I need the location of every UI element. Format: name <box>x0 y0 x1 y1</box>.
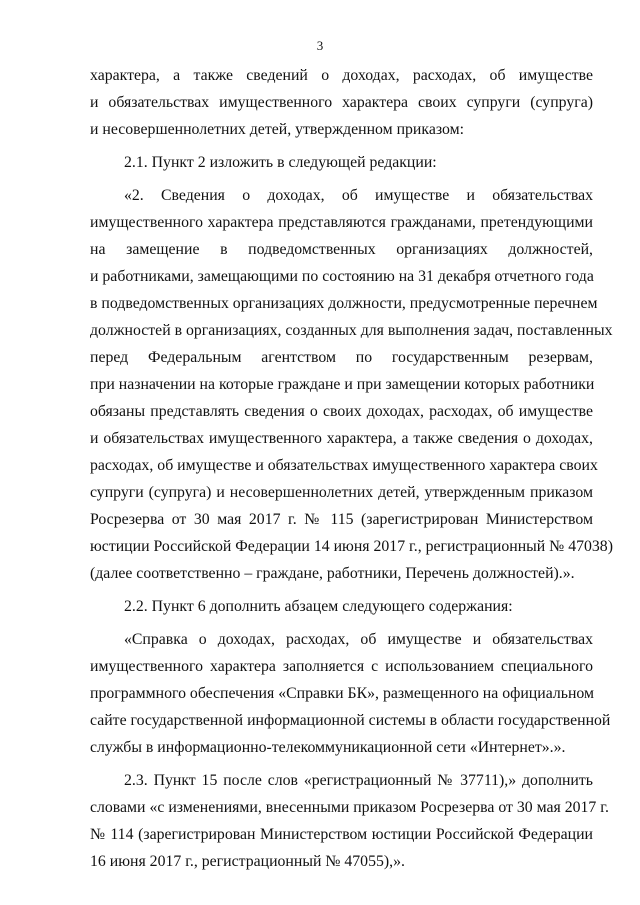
text-line: должностей в организациях, созданных для выполнения задач, поставленных <box>90 322 613 339</box>
text-line: и несовершеннолетних детей, утвержденном приказом: <box>90 121 464 138</box>
clause-heading-2-3: 2.3. Пункт 15 после слов «регистрационный № 37711),» дополнить <box>124 772 593 789</box>
document-body <box>90 62 613 875</box>
text-line: Росрезерва от 30 мая 2017 г. № 115 (зарегистрирован Министерством <box>90 511 593 528</box>
text-line: и работниками, замещающими по состоянию на 31 декабря отчетного года <box>90 268 594 285</box>
text-line: имущественного характера представляются гражданами, претендующими <box>90 214 593 231</box>
text-line: юстиции Российской Федерации 14 июня 2017 г., регистрационный № 47038) <box>90 538 613 555</box>
clause-heading-2-2: 2.2. Пункт 6 дополнить абзацем следующего содержания: <box>124 598 513 615</box>
text-line: программного обеспечения «Справки БК», размещенного на официальном <box>90 685 594 702</box>
page-number: 3 <box>316 38 324 53</box>
text-line: словами «с изменениями, внесенными приказом Росрезерва от 30 мая 2017 г. <box>90 799 609 816</box>
text-line: и обязательствах имущественного характера своих супруги (супруга) <box>90 94 593 111</box>
text-line: расходах, об имуществе и обязательствах имущественного характера своих <box>90 457 598 474</box>
text-line: 16 июня 2017 г., регистрационный № 47055),». <box>90 853 405 870</box>
text-line: на замещение в подведомственных организациях должностей, <box>90 241 593 258</box>
text-line: «2. Сведения о доходах, об имуществе и обязательствах <box>124 187 593 204</box>
text-line: супруги (супруга) и несовершеннолетних детей, утвержденным приказом <box>90 484 593 501</box>
text-line: характера, а также сведений о доходах, расходах, об имуществе <box>90 67 593 84</box>
text-line: обязаны представлять сведения о своих доходах, расходах, об имуществе <box>90 403 593 420</box>
text-line: (далее соответственно – граждане, работники, Перечень должностей).». <box>90 565 575 582</box>
text-line: перед Федеральным агентством по государственным резервам, <box>90 349 593 366</box>
text-line: имущественного характера заполняется с использованием специального <box>90 658 593 675</box>
text-line: сайте государственной информационной системы в области государственной <box>90 712 611 729</box>
text-line: № 114 (зарегистрирован Министерством юстиции Российской Федерации <box>90 826 593 843</box>
text-line: «Справка о доходах, расходах, об имуществе и обязательствах <box>124 631 593 648</box>
text-line: службы в информационно-телекоммуникационной сети «Интернет».». <box>90 739 566 756</box>
text-line: в подведомственных организациях должности, предусмотренные перечнем <box>90 295 598 312</box>
text-line: при назначении на которые граждане и при замещении которых работники <box>90 376 595 393</box>
clause-heading-2-1: 2.1. Пункт 2 изложить в следующей редакции: <box>124 154 437 171</box>
text-line: и обязательствах имущественного характера, а также сведения о доходах, <box>90 430 593 447</box>
